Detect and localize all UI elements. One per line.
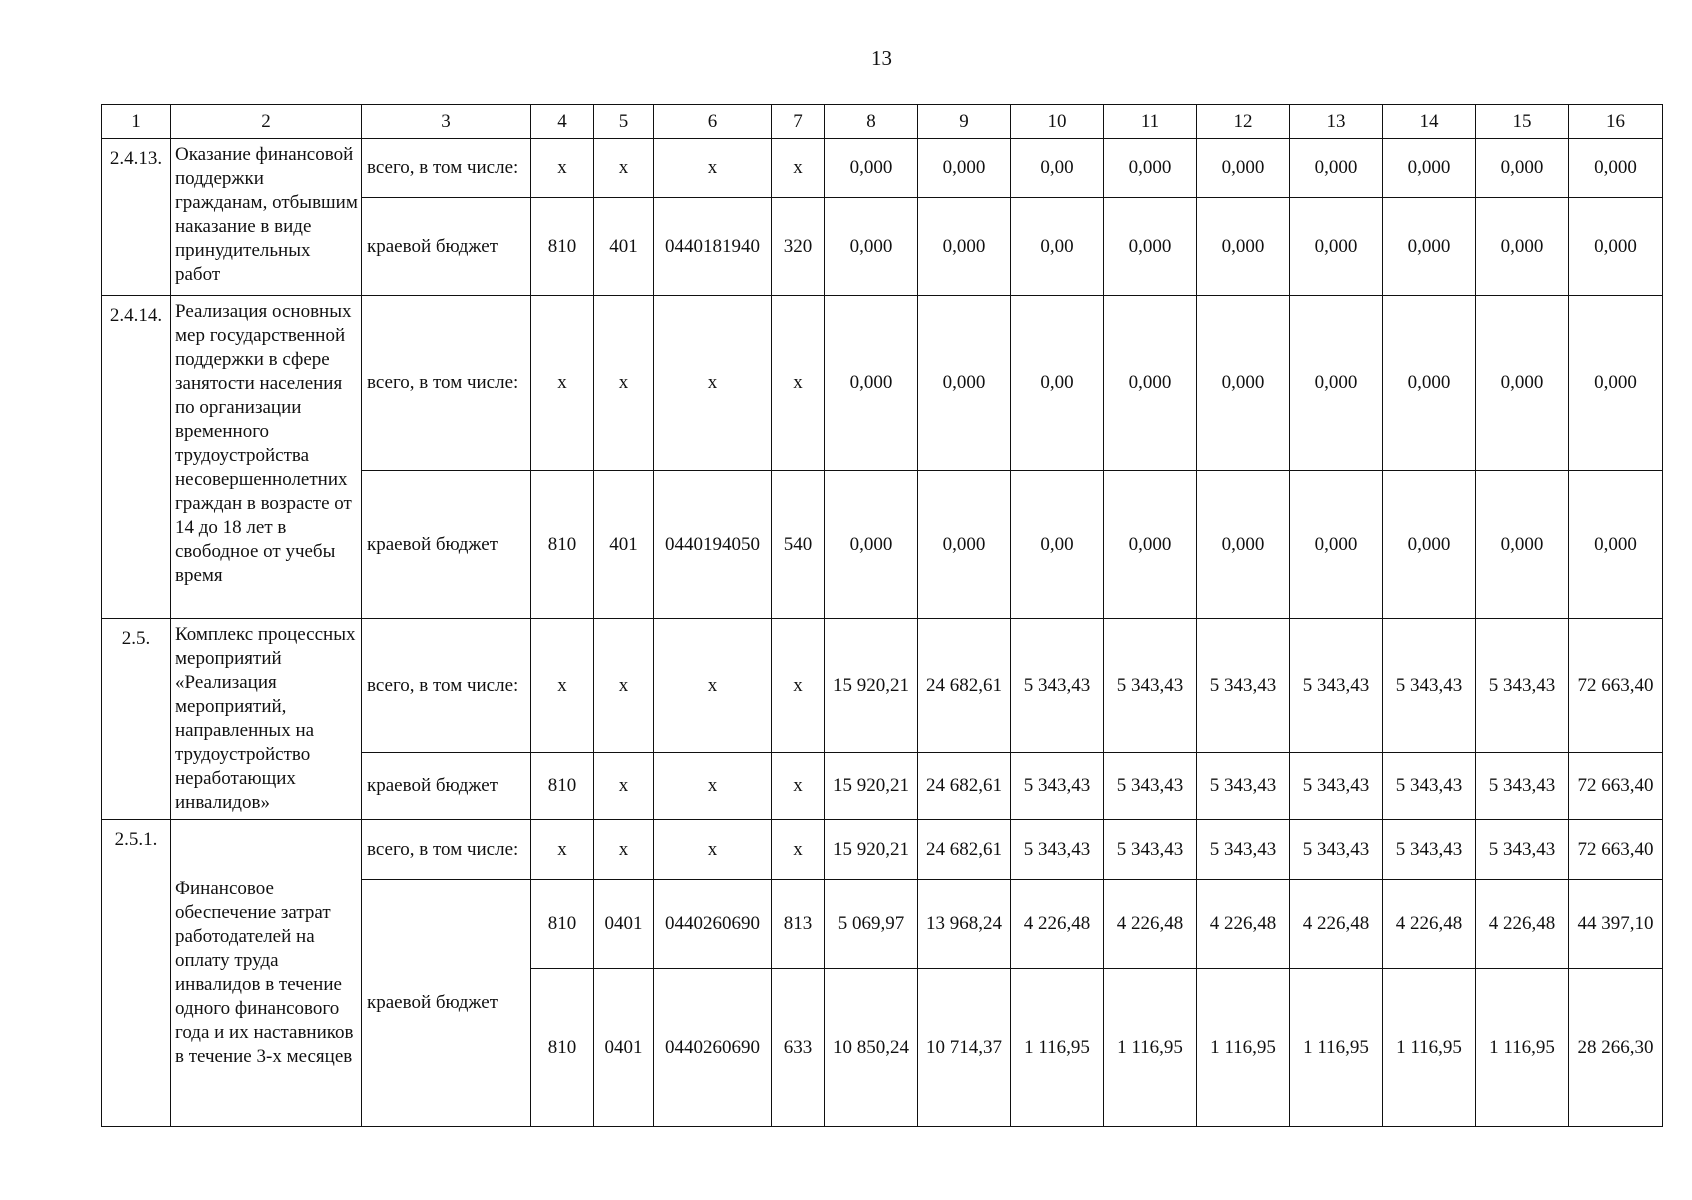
code-cell: х bbox=[531, 619, 594, 753]
code-cell: х bbox=[594, 820, 654, 880]
value-cell: 0,000 bbox=[1197, 198, 1290, 296]
value-cell: 0,000 bbox=[1569, 198, 1663, 296]
table-row bbox=[102, 296, 1663, 471]
value-cell: 0,000 bbox=[1104, 471, 1197, 619]
code-cell: х bbox=[654, 139, 772, 198]
item-description: Оказание финансовой поддержки гражданам, отбывшим наказание в виде принудительных работ bbox=[171, 139, 362, 296]
value-cell: 0,000 bbox=[825, 296, 918, 471]
value-cell: 5 343,43 bbox=[1011, 619, 1104, 753]
value-cell: 0,000 bbox=[825, 471, 918, 619]
value-cell: 5 343,43 bbox=[1104, 619, 1197, 753]
value-cell: 1 116,95 bbox=[1104, 969, 1197, 1127]
value-cell: 24 682,61 bbox=[918, 753, 1011, 820]
code-cell: 810 bbox=[531, 753, 594, 820]
code-cell: 320 bbox=[772, 198, 825, 296]
value-cell: 5 343,43 bbox=[1290, 753, 1383, 820]
value-cell: 0,000 bbox=[1476, 139, 1569, 198]
value-cell: 5 343,43 bbox=[1476, 820, 1569, 880]
value-cell: 0,000 bbox=[918, 471, 1011, 619]
code-cell: х bbox=[772, 139, 825, 198]
item-description: Комплекс процессных мероприятий «Реализация мероприятий, направленных на трудоустройство неработающих инвалидов» bbox=[171, 619, 362, 820]
value-cell: 0,000 bbox=[1290, 471, 1383, 619]
code-cell: х bbox=[654, 753, 772, 820]
funding-source: всего, в том числе: bbox=[362, 619, 531, 753]
header-cell: 10 bbox=[1011, 105, 1104, 139]
code-cell: 0440194050 bbox=[654, 471, 772, 619]
code-cell: 813 bbox=[772, 880, 825, 969]
code-cell: 0440260690 bbox=[654, 880, 772, 969]
header-cell: 12 bbox=[1197, 105, 1290, 139]
value-cell: 13 968,24 bbox=[918, 880, 1011, 969]
value-cell: 15 920,21 bbox=[825, 619, 918, 753]
value-cell: 0,00 bbox=[1011, 296, 1104, 471]
value-cell: 0,000 bbox=[1383, 198, 1476, 296]
code-cell: 540 bbox=[772, 471, 825, 619]
value-cell: 0,000 bbox=[1104, 198, 1197, 296]
value-cell: 5 343,43 bbox=[1290, 619, 1383, 753]
header-cell: 1 bbox=[102, 105, 171, 139]
value-cell: 1 116,95 bbox=[1476, 969, 1569, 1127]
funding-source: всего, в том числе: bbox=[362, 296, 531, 471]
value-cell: 4 226,48 bbox=[1104, 880, 1197, 969]
value-cell: 5 343,43 bbox=[1104, 753, 1197, 820]
value-cell: 1 116,95 bbox=[1290, 969, 1383, 1127]
code-cell: х bbox=[594, 753, 654, 820]
header-cell: 11 bbox=[1104, 105, 1197, 139]
value-cell: 15 920,21 bbox=[825, 753, 918, 820]
item-number: 2.5. bbox=[102, 619, 171, 820]
value-cell: 0,000 bbox=[1569, 139, 1663, 198]
code-cell: х bbox=[594, 296, 654, 471]
value-cell: 0,000 bbox=[1290, 139, 1383, 198]
value-cell: 0,000 bbox=[825, 198, 918, 296]
value-cell: 0,00 bbox=[1011, 139, 1104, 198]
header-cell: 6 bbox=[654, 105, 772, 139]
value-cell: 4 226,48 bbox=[1383, 880, 1476, 969]
code-cell: 0440181940 bbox=[654, 198, 772, 296]
budget-table bbox=[101, 104, 1663, 1127]
value-cell: 5 343,43 bbox=[1197, 619, 1290, 753]
value-cell: 0,000 bbox=[1290, 296, 1383, 471]
header-cell: 8 bbox=[825, 105, 918, 139]
code-cell: х bbox=[531, 820, 594, 880]
value-cell: 5 343,43 bbox=[1290, 820, 1383, 880]
value-cell: 4 226,48 bbox=[1476, 880, 1569, 969]
value-cell: 5 343,43 bbox=[1104, 820, 1197, 880]
header-cell: 14 bbox=[1383, 105, 1476, 139]
value-cell: 0,000 bbox=[1383, 296, 1476, 471]
code-cell: 810 bbox=[531, 198, 594, 296]
code-cell: х bbox=[531, 139, 594, 198]
value-cell: 0,000 bbox=[1476, 296, 1569, 471]
value-cell: 15 920,21 bbox=[825, 820, 918, 880]
value-cell: 0,000 bbox=[918, 139, 1011, 198]
table-row bbox=[102, 619, 1663, 753]
value-cell: 0,000 bbox=[918, 296, 1011, 471]
value-cell: 0,000 bbox=[1383, 139, 1476, 198]
header-row bbox=[102, 105, 1663, 139]
value-cell: 0,000 bbox=[1476, 198, 1569, 296]
funding-source: всего, в том числе: bbox=[362, 820, 531, 880]
value-cell: 0,000 bbox=[1197, 139, 1290, 198]
code-cell: 0401 bbox=[594, 880, 654, 969]
code-cell: х bbox=[772, 619, 825, 753]
code-cell: х bbox=[654, 619, 772, 753]
code-cell: 401 bbox=[594, 471, 654, 619]
value-cell: 4 226,48 bbox=[1290, 880, 1383, 969]
funding-source: всего, в том числе: bbox=[362, 139, 531, 198]
item-number: 2.4.14. bbox=[102, 296, 171, 619]
header-cell: 5 bbox=[594, 105, 654, 139]
value-cell: 5 343,43 bbox=[1383, 820, 1476, 880]
value-cell: 10 714,37 bbox=[918, 969, 1011, 1127]
value-cell: 1 116,95 bbox=[1011, 969, 1104, 1127]
value-cell: 0,000 bbox=[1290, 198, 1383, 296]
value-cell: 1 116,95 bbox=[1383, 969, 1476, 1127]
item-number: 2.5.1. bbox=[102, 820, 171, 1127]
value-cell: 5 343,43 bbox=[1383, 619, 1476, 753]
code-cell: х bbox=[531, 296, 594, 471]
code-cell: 810 bbox=[531, 969, 594, 1127]
table-row bbox=[102, 139, 1663, 198]
value-cell: 28 266,30 bbox=[1569, 969, 1663, 1127]
value-cell: 0,000 bbox=[1197, 296, 1290, 471]
code-cell: х bbox=[594, 619, 654, 753]
value-cell: 24 682,61 bbox=[918, 820, 1011, 880]
value-cell: 0,000 bbox=[1383, 471, 1476, 619]
item-description: Реализация основных мер государственной поддержки в сфере занятости населения по организации временного трудоустройства несовершеннолетних граждан в возрасте от 14 до 18 лет в свободное от учебы время bbox=[171, 296, 362, 619]
value-cell: 0,000 bbox=[1104, 296, 1197, 471]
code-cell: 633 bbox=[772, 969, 825, 1127]
code-cell: 0401 bbox=[594, 969, 654, 1127]
header-cell: 13 bbox=[1290, 105, 1383, 139]
value-cell: 72 663,40 bbox=[1569, 753, 1663, 820]
header-cell: 7 bbox=[772, 105, 825, 139]
value-cell: 0,00 bbox=[1011, 471, 1104, 619]
item-description: Финансовое обеспечение затрат работодателей на оплату труда инвалидов в течение одного финансового года и их наставников в течение 3-х месяцев bbox=[171, 820, 362, 1127]
value-cell: 44 397,10 bbox=[1569, 880, 1663, 969]
value-cell: 10 850,24 bbox=[825, 969, 918, 1127]
code-cell: 810 bbox=[531, 880, 594, 969]
code-cell: 0440260690 bbox=[654, 969, 772, 1127]
value-cell: 0,000 bbox=[1197, 471, 1290, 619]
value-cell: 5 343,43 bbox=[1197, 753, 1290, 820]
value-cell: 72 663,40 bbox=[1569, 820, 1663, 880]
value-cell: 0,000 bbox=[1104, 139, 1197, 198]
value-cell: 4 226,48 bbox=[1197, 880, 1290, 969]
value-cell: 0,00 bbox=[1011, 198, 1104, 296]
funding-source: краевой бюджет bbox=[362, 471, 531, 619]
header-cell: 3 bbox=[362, 105, 531, 139]
value-cell: 5 343,43 bbox=[1476, 753, 1569, 820]
value-cell: 5 343,43 bbox=[1476, 619, 1569, 753]
item-number: 2.4.13. bbox=[102, 139, 171, 296]
code-cell: х bbox=[654, 820, 772, 880]
header-cell: 15 bbox=[1476, 105, 1569, 139]
value-cell: 0,000 bbox=[1476, 471, 1569, 619]
value-cell: 0,000 bbox=[825, 139, 918, 198]
value-cell: 0,000 bbox=[918, 198, 1011, 296]
code-cell: х bbox=[772, 820, 825, 880]
header-cell: 4 bbox=[531, 105, 594, 139]
value-cell: 72 663,40 bbox=[1569, 619, 1663, 753]
code-cell: х bbox=[772, 296, 825, 471]
code-cell: х bbox=[594, 139, 654, 198]
code-cell: 401 bbox=[594, 198, 654, 296]
value-cell: 5 343,43 bbox=[1197, 820, 1290, 880]
code-cell: х bbox=[654, 296, 772, 471]
funding-source: краевой бюджет bbox=[362, 753, 531, 820]
code-cell: х bbox=[772, 753, 825, 820]
value-cell: 5 069,97 bbox=[825, 880, 918, 969]
value-cell: 5 343,43 bbox=[1011, 820, 1104, 880]
value-cell: 0,000 bbox=[1569, 471, 1663, 619]
value-cell: 0,000 bbox=[1569, 296, 1663, 471]
value-cell: 5 343,43 bbox=[1011, 753, 1104, 820]
value-cell: 4 226,48 bbox=[1011, 880, 1104, 969]
value-cell: 24 682,61 bbox=[918, 619, 1011, 753]
header-cell: 16 bbox=[1569, 105, 1663, 139]
header-cell: 2 bbox=[171, 105, 362, 139]
table-row bbox=[102, 820, 1663, 880]
value-cell: 1 116,95 bbox=[1197, 969, 1290, 1127]
funding-source: краевой бюджет bbox=[362, 880, 531, 1127]
value-cell: 5 343,43 bbox=[1383, 753, 1476, 820]
page-number: 13 bbox=[871, 46, 892, 70]
header-cell: 9 bbox=[918, 105, 1011, 139]
funding-source: краевой бюджет bbox=[362, 198, 531, 296]
code-cell: 810 bbox=[531, 471, 594, 619]
